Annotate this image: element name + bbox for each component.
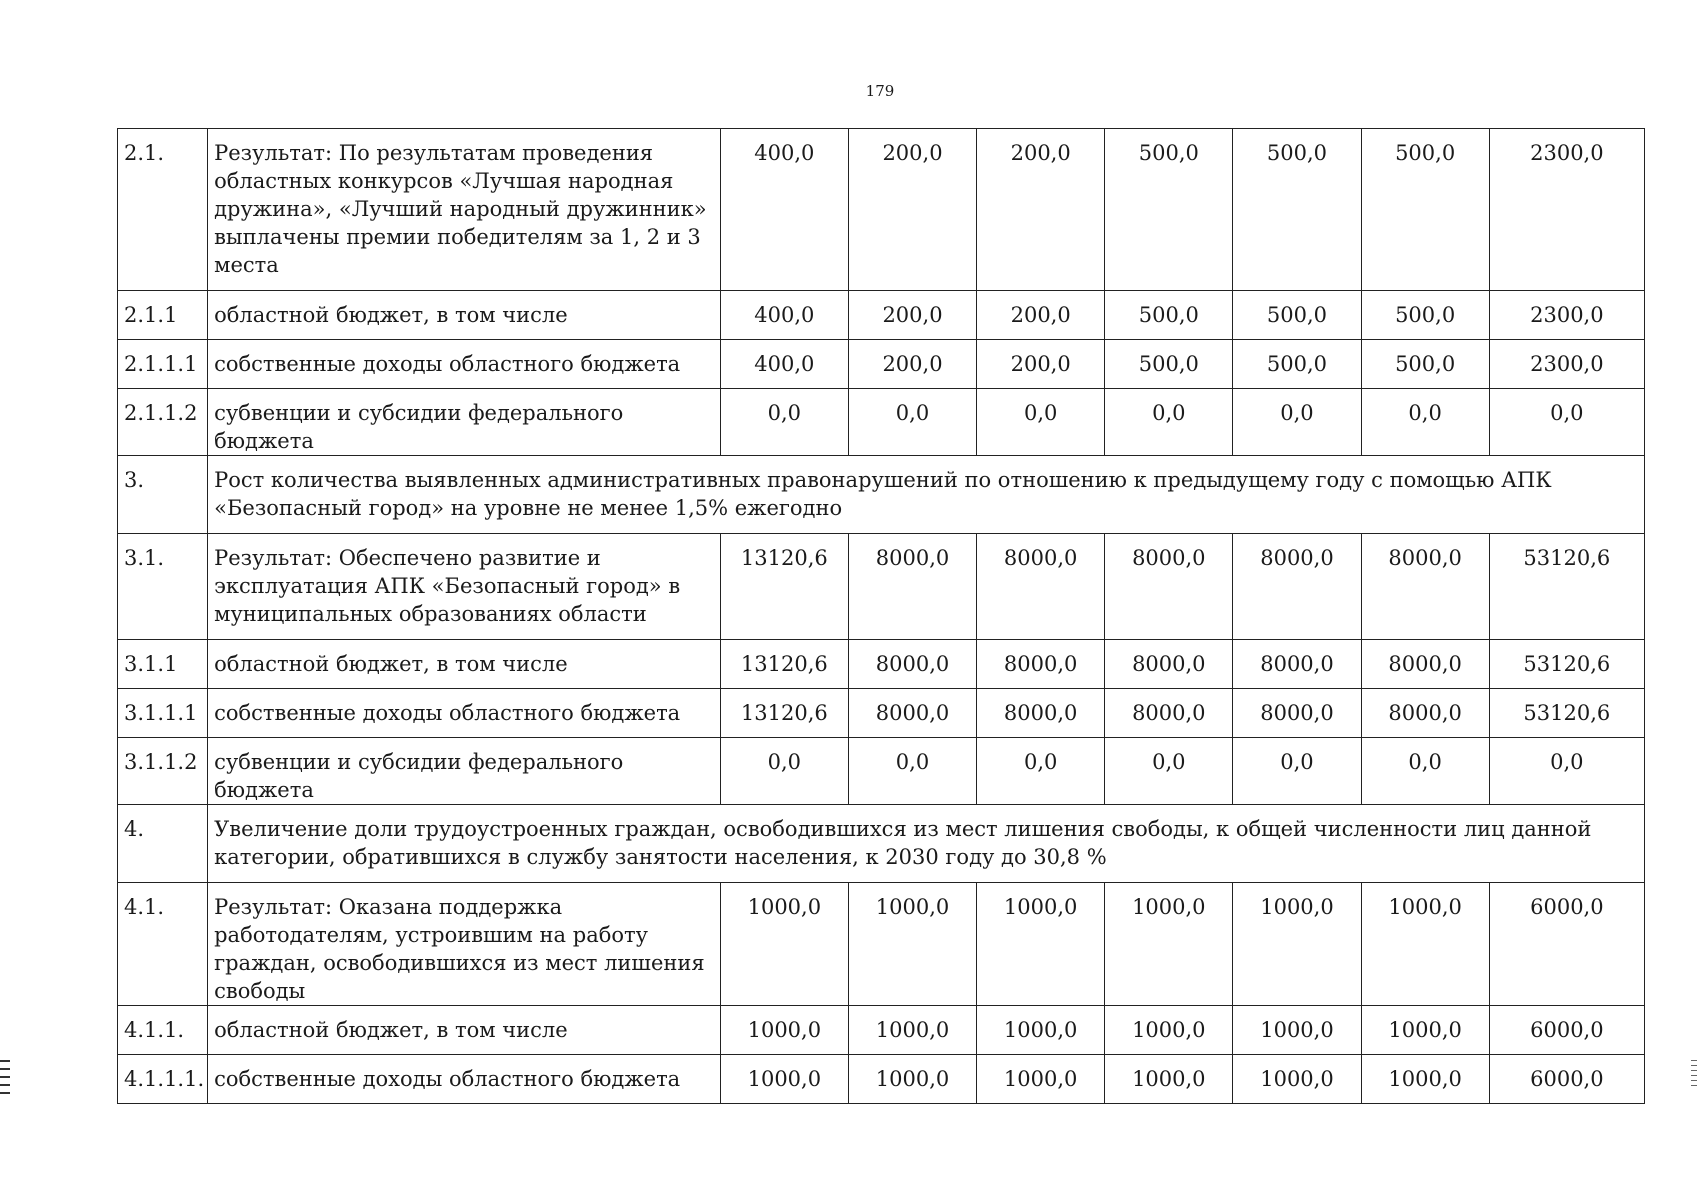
row-description-cell: собственные доходы областного бюджета xyxy=(208,340,721,389)
row-value-cell: 500,0 xyxy=(1361,129,1489,291)
row-value-cell: 1000,0 xyxy=(1233,883,1361,1006)
row-number-cell: 2.1.1.2 xyxy=(118,389,208,456)
row-value-cell: 0,0 xyxy=(977,389,1105,456)
row-value-cell: 1000,0 xyxy=(977,883,1105,1006)
table-row xyxy=(118,883,1645,1006)
row-value-cell: 200,0 xyxy=(848,291,976,340)
row-value-cell: 0,0 xyxy=(1233,738,1361,805)
row-value-cell: 8000,0 xyxy=(977,689,1105,738)
row-value-cell: 200,0 xyxy=(848,129,976,291)
row-value-cell: 500,0 xyxy=(1105,340,1233,389)
row-value-cell: 8000,0 xyxy=(1233,689,1361,738)
row-total-cell: 0,0 xyxy=(1489,738,1644,805)
row-number-cell: 3.1.1.1 xyxy=(118,689,208,738)
row-value-cell: 8000,0 xyxy=(1105,534,1233,640)
table-row xyxy=(118,738,1645,805)
table-row xyxy=(118,1006,1645,1055)
row-value-cell: 0,0 xyxy=(848,738,976,805)
row-value-cell: 8000,0 xyxy=(1233,640,1361,689)
row-value-cell: 8000,0 xyxy=(1105,640,1233,689)
row-value-cell: 0,0 xyxy=(977,738,1105,805)
row-value-cell: 8000,0 xyxy=(1361,689,1489,738)
row-number-cell: 2.1.1.1 xyxy=(118,340,208,389)
row-value-cell: 0,0 xyxy=(720,738,848,805)
row-value-cell: 8000,0 xyxy=(1233,534,1361,640)
row-value-cell: 1000,0 xyxy=(1105,1055,1233,1104)
row-value-cell: 1000,0 xyxy=(720,1055,848,1104)
table-row xyxy=(118,129,1645,291)
row-total-cell: 6000,0 xyxy=(1489,883,1644,1006)
row-value-cell: 1000,0 xyxy=(1105,1006,1233,1055)
row-value-cell: 200,0 xyxy=(977,291,1105,340)
table-row xyxy=(118,1055,1645,1104)
row-value-cell: 8000,0 xyxy=(1361,534,1489,640)
row-description-cell: областной бюджет, в том числе xyxy=(208,640,721,689)
row-value-cell: 1000,0 xyxy=(720,883,848,1006)
row-value-cell: 0,0 xyxy=(1105,738,1233,805)
row-value-cell: 1000,0 xyxy=(848,1006,976,1055)
row-value-cell: 0,0 xyxy=(720,389,848,456)
row-number-cell: 3.1.1 xyxy=(118,640,208,689)
row-value-cell: 0,0 xyxy=(1105,389,1233,456)
row-value-cell: 500,0 xyxy=(1233,129,1361,291)
row-value-cell: 1000,0 xyxy=(720,1006,848,1055)
row-total-cell: 53120,6 xyxy=(1489,640,1644,689)
row-total-cell: 6000,0 xyxy=(1489,1006,1644,1055)
row-value-cell: 0,0 xyxy=(848,389,976,456)
row-number-cell: 4.1.1.1. xyxy=(118,1055,208,1104)
row-value-cell: 1000,0 xyxy=(1361,1055,1489,1104)
row-total-cell: 53120,6 xyxy=(1489,689,1644,738)
row-value-cell: 0,0 xyxy=(1361,389,1489,456)
row-value-cell: 8000,0 xyxy=(1105,689,1233,738)
row-number-cell: 2.1. xyxy=(118,129,208,291)
table-row xyxy=(118,640,1645,689)
row-value-cell: 13120,6 xyxy=(720,689,848,738)
row-total-cell: 6000,0 xyxy=(1489,1055,1644,1104)
row-value-cell: 1000,0 xyxy=(848,883,976,1006)
row-value-cell: 8000,0 xyxy=(848,534,976,640)
row-value-cell: 400,0 xyxy=(720,291,848,340)
row-value-cell: 1000,0 xyxy=(848,1055,976,1104)
row-value-cell: 1000,0 xyxy=(977,1055,1105,1104)
row-description-cell: субвенции и субсидии федерального бюджета xyxy=(208,738,721,805)
row-value-cell: 500,0 xyxy=(1105,291,1233,340)
row-value-cell: 400,0 xyxy=(720,129,848,291)
budget-table xyxy=(117,128,1645,1104)
row-value-cell: 1000,0 xyxy=(1361,1006,1489,1055)
row-description-cell: областной бюджет, в том числе xyxy=(208,1006,721,1055)
table-row xyxy=(118,340,1645,389)
table-row xyxy=(118,689,1645,738)
row-description-cell: собственные доходы областного бюджета xyxy=(208,689,721,738)
row-value-cell: 200,0 xyxy=(848,340,976,389)
row-value-cell: 13120,6 xyxy=(720,640,848,689)
row-value-cell: 500,0 xyxy=(1361,291,1489,340)
row-description-cell: субвенции и субсидии федерального бюджета xyxy=(208,389,721,456)
row-value-cell: 1000,0 xyxy=(1233,1006,1361,1055)
row-number-cell: 4.1. xyxy=(118,883,208,1006)
table-row xyxy=(118,534,1645,640)
row-value-cell: 1000,0 xyxy=(977,1006,1105,1055)
row-value-cell: 0,0 xyxy=(1233,389,1361,456)
row-value-cell: 8000,0 xyxy=(1361,640,1489,689)
row-total-cell: 0,0 xyxy=(1489,389,1644,456)
table-row xyxy=(118,291,1645,340)
row-number-cell: 3. xyxy=(118,456,208,534)
row-value-cell: 400,0 xyxy=(720,340,848,389)
row-number-cell: 3.1. xyxy=(118,534,208,640)
row-value-cell: 500,0 xyxy=(1361,340,1489,389)
row-total-cell: 2300,0 xyxy=(1489,291,1644,340)
page-number: 179 xyxy=(865,82,895,100)
row-description-cell: областной бюджет, в том числе xyxy=(208,291,721,340)
budget-table-body xyxy=(118,129,1645,1104)
row-description-cell: собственные доходы областного бюджета xyxy=(208,1055,721,1104)
row-total-cell: 53120,6 xyxy=(1489,534,1644,640)
row-value-cell: 500,0 xyxy=(1233,291,1361,340)
row-value-cell: 500,0 xyxy=(1105,129,1233,291)
row-number-cell: 4.1.1. xyxy=(118,1006,208,1055)
row-value-cell: 1000,0 xyxy=(1105,883,1233,1006)
row-value-cell: 13120,6 xyxy=(720,534,848,640)
row-total-cell: 2300,0 xyxy=(1489,129,1644,291)
row-value-cell: 200,0 xyxy=(977,129,1105,291)
row-value-cell: 8000,0 xyxy=(977,640,1105,689)
row-value-cell: 1000,0 xyxy=(1361,883,1489,1006)
row-description-cell: Результат: Оказана поддержка работодателям, устроившим на работу граждан, освободившихся из мест лишения свободы xyxy=(208,883,721,1006)
row-value-cell: 0,0 xyxy=(1361,738,1489,805)
table-row xyxy=(118,389,1645,456)
row-value-cell: 8000,0 xyxy=(848,640,976,689)
scan-edge-marks-left xyxy=(0,1060,12,1100)
row-number-cell: 4. xyxy=(118,805,208,883)
row-value-cell: 8000,0 xyxy=(977,534,1105,640)
table-section-row xyxy=(118,805,1645,883)
scan-edge-marks-right xyxy=(1691,1060,1697,1090)
row-description-cell: Результат: По результатам проведения областных конкурсов «Лучшая народная дружина», «Лучший народный дружинник» выплачены премии победителям за 1, 2 и 3 места xyxy=(208,129,721,291)
table-section-row xyxy=(118,456,1645,534)
row-value-cell: 500,0 xyxy=(1233,340,1361,389)
row-description-cell: Увеличение доли трудоустроенных граждан, освободившихся из мест лишения свободы, к общей численности лиц данной категории, обратившихся в службу занятости населения, к 2030 году до 30,8 % xyxy=(208,805,1645,883)
row-description-cell: Результат: Обеспечено развитие и эксплуатация АПК «Безопасный город» в муниципальных образованиях области xyxy=(208,534,721,640)
row-value-cell: 1000,0 xyxy=(1233,1055,1361,1104)
row-number-cell: 3.1.1.2 xyxy=(118,738,208,805)
row-total-cell: 2300,0 xyxy=(1489,340,1644,389)
row-value-cell: 8000,0 xyxy=(848,689,976,738)
row-description-cell: Рост количества выявленных административных правонарушений по отношению к предыдущему году с помощью АПК «Безопасный город» на уровне не менее 1,5% ежегодно xyxy=(208,456,1645,534)
row-number-cell: 2.1.1 xyxy=(118,291,208,340)
row-value-cell: 200,0 xyxy=(977,340,1105,389)
